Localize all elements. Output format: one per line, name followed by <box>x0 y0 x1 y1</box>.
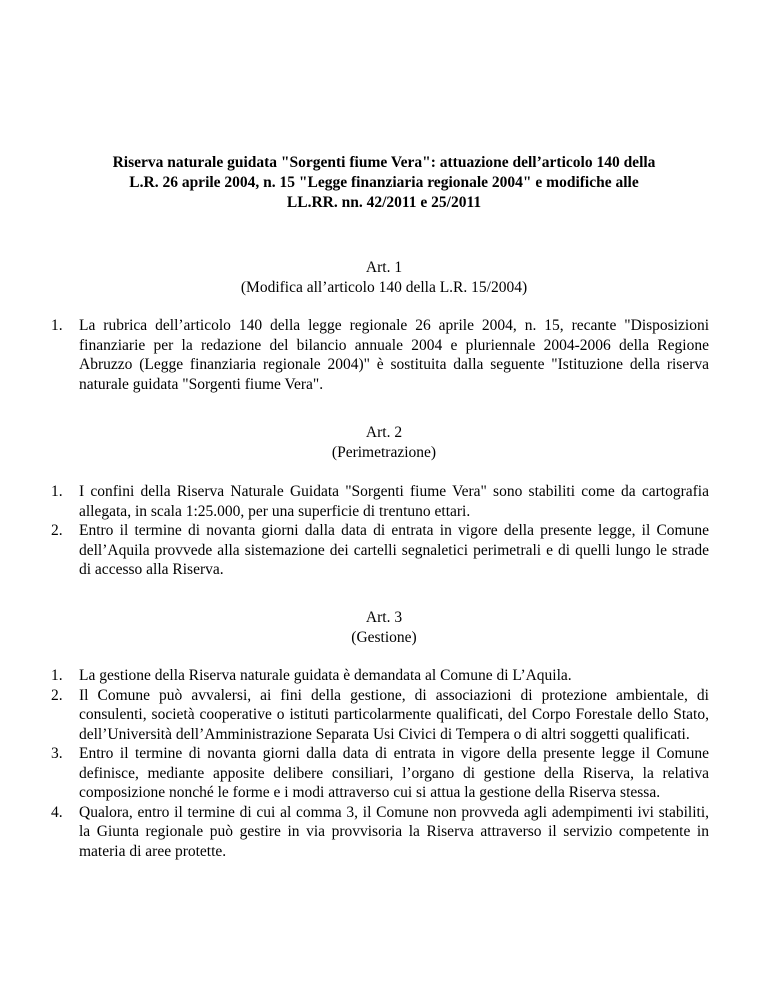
list-item <box>51 744 709 803</box>
article-2-paragraphs <box>51 482 709 580</box>
paragraph-number: 1. <box>51 667 63 684</box>
article-number: Art. 2 <box>365 424 403 441</box>
paragraph-text: La gestione della Riserva naturale guidata è demandata al Comune di L’Aquila. <box>79 667 572 684</box>
paragraph-text: Entro il termine di novanta giorni dalla data di entrata in vigore della presente legge, il Comune dell’Aquila provvede alla sistemazione dei cartelli segnaletici perimetrali e di quelli lungo le strade di accesso alla Riserva. <box>79 522 709 578</box>
paragraph-text: La rubrica dell’articolo 140 della legge regionale 26 aprile 2004, n. 15, recante "Disposizioni finanziarie per la redazione del bilancio annuale 2004 e pluriennale 2004-2006 della Regione Abruzzo (Legge finanziaria regionale 2004)" è sostituita dalla seguente "Istituzione della riserva naturale guidata "Sorgenti fiume Vera". <box>79 317 709 393</box>
article-3-paragraphs <box>51 666 709 861</box>
document-title-line: LL.RR. nn. 42/2011 e 25/2011 <box>286 194 482 211</box>
article-subtitle: (Perimetrazione) <box>331 443 437 461</box>
list-item <box>51 482 709 521</box>
article-subtitle: (Gestione) <box>351 628 417 646</box>
article-subtitle: (Modifica all’articolo 140 della L.R. 15/2004) <box>240 278 528 296</box>
list-item <box>51 316 709 394</box>
list-item <box>51 521 709 580</box>
paragraph-text: I confini della Riserva Naturale Guidata "Sorgenti fiume Vera" sono stabiliti come da cartografia allegata, in scala 1:25.000, per una superficie di trentuno ettari. <box>79 483 709 520</box>
document-title <box>60 153 708 213</box>
paragraph-number: 3. <box>51 745 63 762</box>
paragraph-number: 1. <box>51 317 63 334</box>
article-number: Art. 3 <box>365 609 403 626</box>
article-1-heading <box>60 258 708 297</box>
paragraph-text: Qualora, entro il termine di cui al comma 3, il Comune non provveda agli adempimenti ivi stabiliti, la Giunta regionale può gestire in via provvisoria la Riserva attraverso il servizio competente in materia di aree protette. <box>79 803 709 860</box>
list-item <box>51 666 709 686</box>
paragraph-number: 4. <box>51 803 63 821</box>
list-item <box>51 803 709 862</box>
paragraph-text: Entro il termine di novanta giorni dalla data di entrata in vigore della presente legge il Comune definisce, mediante apposite delibere consiliari, l’organo di gestione della Riserva, la relativa composizione nonché le forme e i modi attraverso cui si attua la gestione della Riserva stessa. <box>79 745 709 801</box>
article-1-paragraphs <box>51 316 709 394</box>
document-title-line: L.R. 26 aprile 2004, n. 15 "Legge finanziaria regionale 2004" e modifiche alle <box>129 174 639 191</box>
list-item <box>51 686 709 745</box>
article-2-heading <box>60 423 708 462</box>
paragraph-number: 1. <box>51 483 63 500</box>
paragraph-number: 2. <box>51 522 63 539</box>
paragraph-number: 2. <box>51 686 63 704</box>
article-number: Art. 1 <box>365 259 403 276</box>
document-title-line: Riserva naturale guidata "Sorgenti fiume Vera": attuazione dell’articolo 140 della <box>112 154 656 171</box>
paragraph-text: Il Comune può avvalersi, ai fini della gestione, di associazioni di protezione ambientale, di consulenti, società cooperative o istituti particolarmente qualificati, del Corpo Forestale dello Stato, dell’Università dell’Amministrazione Separata Usi Civici di Tempera o di altri soggetti qualificati. <box>79 686 709 743</box>
article-3-heading <box>60 608 708 647</box>
